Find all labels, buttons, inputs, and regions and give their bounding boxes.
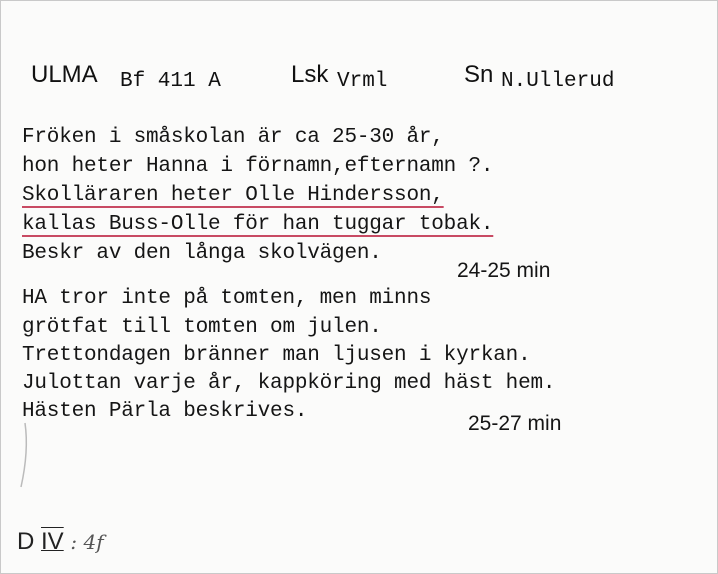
catalog-code: [17, 528, 104, 556]
body-line-3: Skolläraren heter Olle Hindersson,: [22, 184, 444, 207]
sn-value: N.Ullerud: [501, 70, 615, 93]
body-line-2: hon heter Hanna i förnamn,efternamn ?.: [22, 155, 494, 178]
catalog-suffix: : 4f: [70, 530, 104, 554]
pencil-mark-icon: [13, 421, 33, 491]
timing-2: 25-27 min: [468, 412, 562, 435]
lsk-label: Lsk: [291, 61, 329, 88]
body-line-10: Hästen Pärla beskrives.: [22, 400, 308, 423]
dialect-code: ULMA: [31, 61, 98, 88]
body-line-8: Trettondagen bränner man ljusen i kyrkan.: [22, 344, 531, 367]
timing-1: 24-25 min: [457, 259, 551, 282]
catalog-roman: IV: [41, 528, 64, 555]
body-line-7: grötfat till tomten om julen.: [22, 316, 382, 339]
catalog-prefix: D: [17, 528, 35, 555]
body-line-6: HA tror inte på tomten, men minns: [22, 287, 432, 310]
body-line-5: Beskr av den långa skolvägen.: [22, 242, 382, 265]
bf-number: Bf 411 A: [120, 70, 221, 93]
lsk-value: Vrml: [337, 70, 388, 93]
body-line-4: kallas Buss-Olle för han tuggar tobak.: [22, 213, 494, 236]
body-line-9: Julottan varje år, kappköring med häst hem.: [22, 372, 556, 395]
body-line-1: Fröken i småskolan är ca 25-30 år,: [22, 126, 444, 149]
sn-label: Sn: [464, 61, 494, 88]
